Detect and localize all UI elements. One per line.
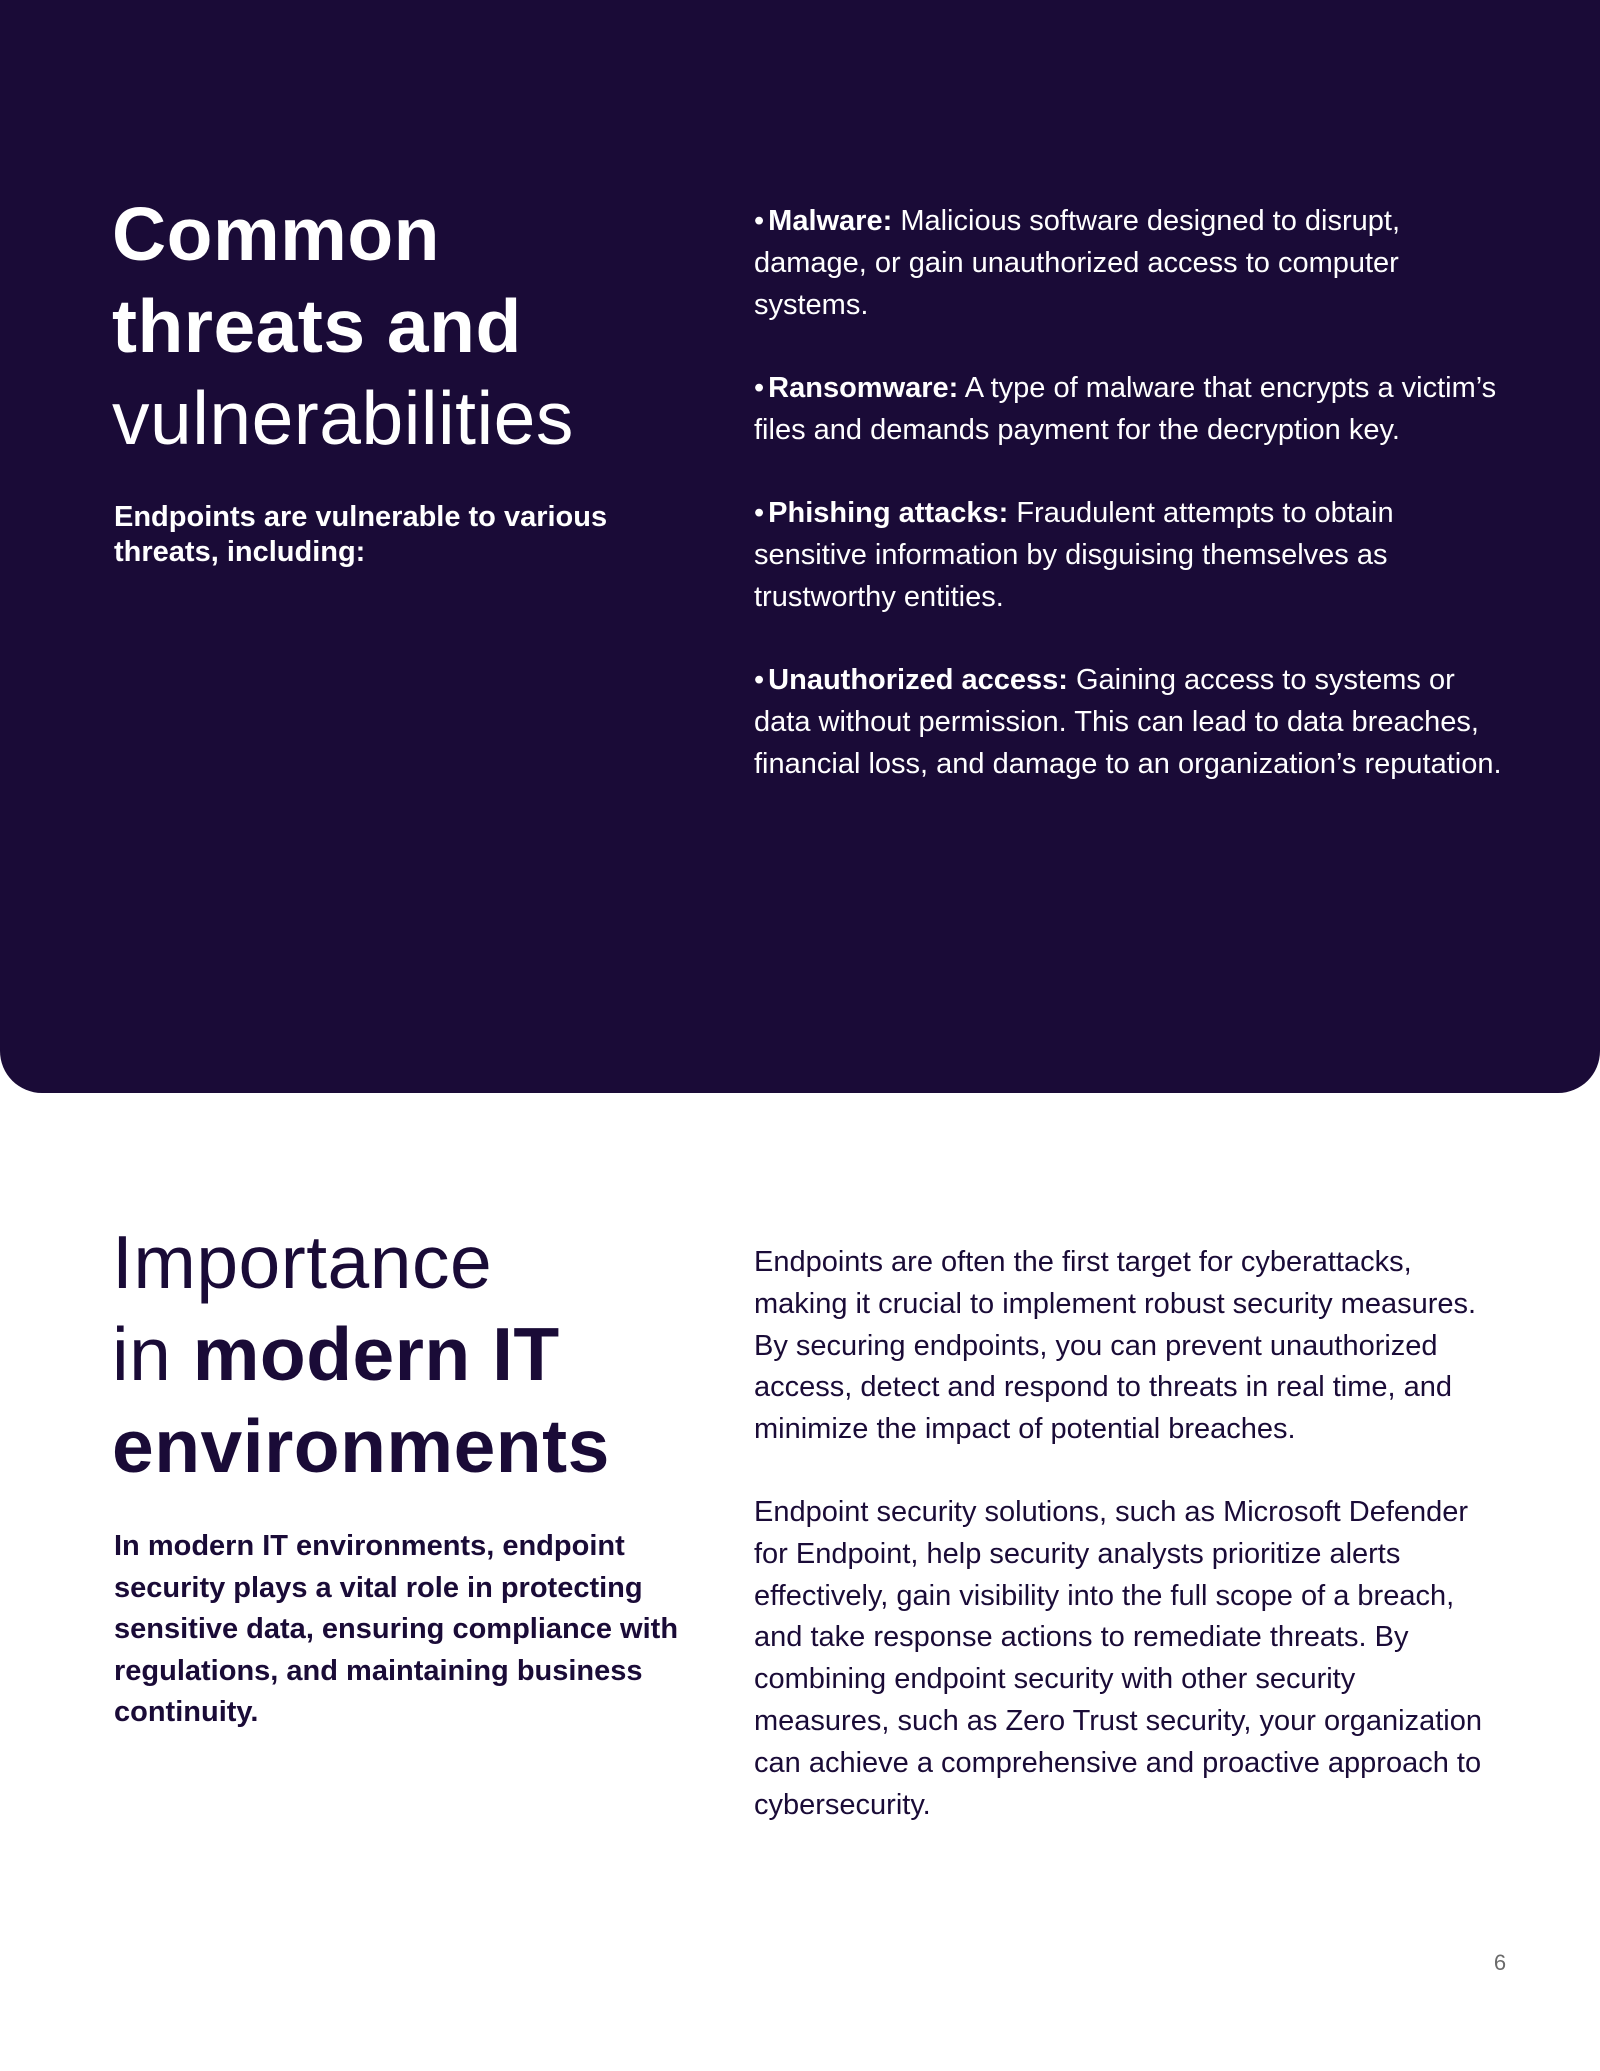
threat-item-malware: [754, 200, 1514, 326]
body-paragraph: Endpoints are often the first target for cyberattacks, making it crucial to implement robust security measures. By securing endpoints, you can prevent unauthorized access, detect and respond to threats in real time, and minimize the impact of potential breaches.: [754, 1246, 1477, 1446]
bullet-icon: •: [754, 497, 765, 529]
threat-description: Fraudulent attempts to obtain sensitive information by disguising themselves as trustworthy entities.: [754, 497, 1394, 613]
page-number: 6: [1493, 1950, 1507, 1975]
threat-item-unauthorized-access: [754, 659, 1514, 785]
threat-term: Malware:: [768, 205, 893, 237]
threats-heading: [112, 188, 692, 464]
importance-heading-line2-prefix: in: [112, 1312, 172, 1396]
threats-heading-line2: threats and: [112, 284, 522, 368]
threat-item-phishing: [754, 492, 1514, 618]
body-paragraph: Endpoint security solutions, such as Microsoft Defender for Endpoint, help security analysts prioritize alerts effectively, gain visibility into the full scope of a breach, and take response actions to remediate threats. By combining endpoint security with other security measures, such as Zero Trust security, your organization can achieve a comprehensive and proactive approach to cybersecurity.: [754, 1495, 1482, 1821]
threat-item-ransomware: [754, 367, 1514, 451]
threats-heading-line1: Common: [112, 192, 440, 276]
threat-term: Phishing attacks:: [768, 497, 1009, 529]
importance-intro: In modern IT environments, endpoint security plays a vital role in protecting sensitive data, ensuring compliance with regulations, and maintaining business continuity.: [114, 1530, 679, 1728]
threat-description: A type of malware that encrypts a victim’s files and demands payment for the decryption key.: [754, 372, 1497, 446]
importance-heading-line1: Importance: [112, 1220, 493, 1304]
threat-term: Unauthorized access:: [768, 664, 1068, 696]
importance-heading-line2: [112, 1308, 712, 1400]
importance-heading: [112, 1216, 712, 1492]
threats-intro: Endpoints are vulnerable to various threats, including:: [114, 501, 608, 568]
threat-term: Ransomware:: [768, 372, 959, 404]
threat-description: Gaining access to systems or data without permission. This can lead to data breaches, financial loss, and damage to an organization’s reputation.: [754, 664, 1502, 780]
threat-list: [754, 200, 1514, 826]
threats-heading-line3: vulnerabilities: [112, 376, 574, 460]
bullet-icon: •: [754, 372, 765, 404]
threat-description: Malicious software designed to disrupt, damage, or gain unauthorized access to computer systems.: [754, 205, 1401, 321]
importance-heading-line3: environments: [112, 1404, 610, 1488]
bullet-icon: •: [754, 664, 765, 696]
importance-body: [754, 1242, 1494, 1867]
bullet-icon: •: [754, 205, 765, 237]
importance-heading-line2-bold: modern IT: [192, 1312, 560, 1396]
